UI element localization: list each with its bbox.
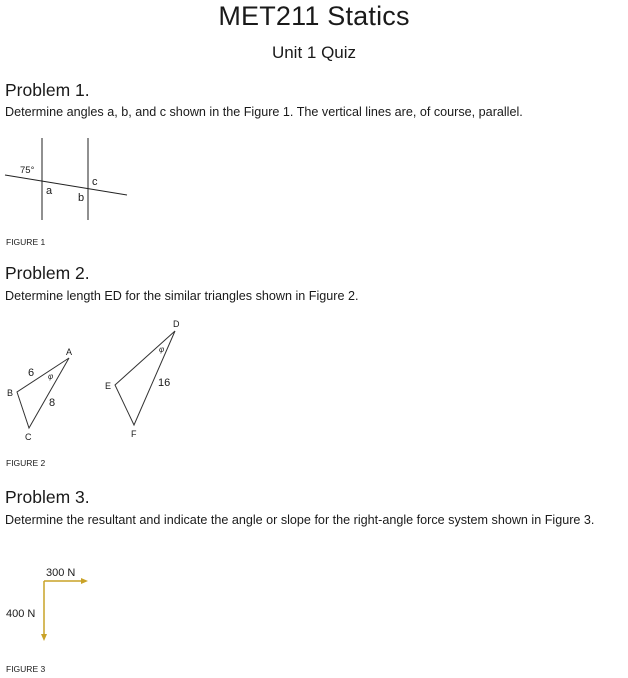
- vertex-c-label: C: [25, 432, 32, 442]
- side-ab-label: 6: [28, 367, 35, 379]
- force-300n-label: 300 N: [46, 567, 76, 579]
- arrowhead-right-icon: [81, 578, 88, 584]
- vertex-e-label: E: [105, 381, 112, 391]
- figure-3-force-vectors: [6, 567, 88, 641]
- side-ac-label: 8: [49, 397, 56, 409]
- figure-3-caption: FIGURE 3: [6, 664, 46, 674]
- problem-3-heading: Problem 3.: [5, 487, 90, 507]
- figure-2-triangle-def: [105, 319, 180, 439]
- vertex-b-label: B: [7, 388, 14, 398]
- problem-1-heading: Problem 1.: [5, 80, 90, 100]
- document-title: MET211 Statics: [218, 1, 410, 31]
- angle-phi-label-1: φ: [48, 372, 54, 381]
- figure-2-triangle-abc: [7, 347, 72, 442]
- figure-1-caption: FIGURE 1: [6, 237, 46, 247]
- figure-2-caption: FIGURE 2: [6, 458, 46, 468]
- force-400n-label: 400 N: [6, 608, 36, 620]
- vertex-a-label: A: [66, 347, 73, 357]
- arrowhead-down-icon: [41, 634, 47, 641]
- angle-phi-label-2: φ: [159, 345, 165, 354]
- problem-3-text: Determine the resultant and indicate the angle or slope for the right-angle force system shown in Figure 3.: [5, 513, 595, 527]
- vertex-f-label: F: [131, 429, 137, 439]
- problem-2-text: Determine length ED for the similar triangles shown in Figure 2.: [5, 289, 359, 303]
- problem-2-heading: Problem 2.: [5, 263, 90, 283]
- figure-1-label-b: b: [78, 192, 85, 204]
- side-df-label: 16: [158, 377, 171, 389]
- problem-1-text: Determine angles a, b, and c shown in the Figure 1. The vertical lines are, of course, parallel.: [5, 105, 523, 119]
- figure-1-label-c: c: [92, 176, 98, 188]
- figure-1-label-a: a: [46, 185, 53, 197]
- figure-1-angle-label: 75°: [20, 165, 35, 176]
- vertex-d-label: D: [173, 319, 180, 329]
- figure-1-parallel-lines: [5, 138, 127, 220]
- document-subtitle: Unit 1 Quiz: [271, 43, 357, 62]
